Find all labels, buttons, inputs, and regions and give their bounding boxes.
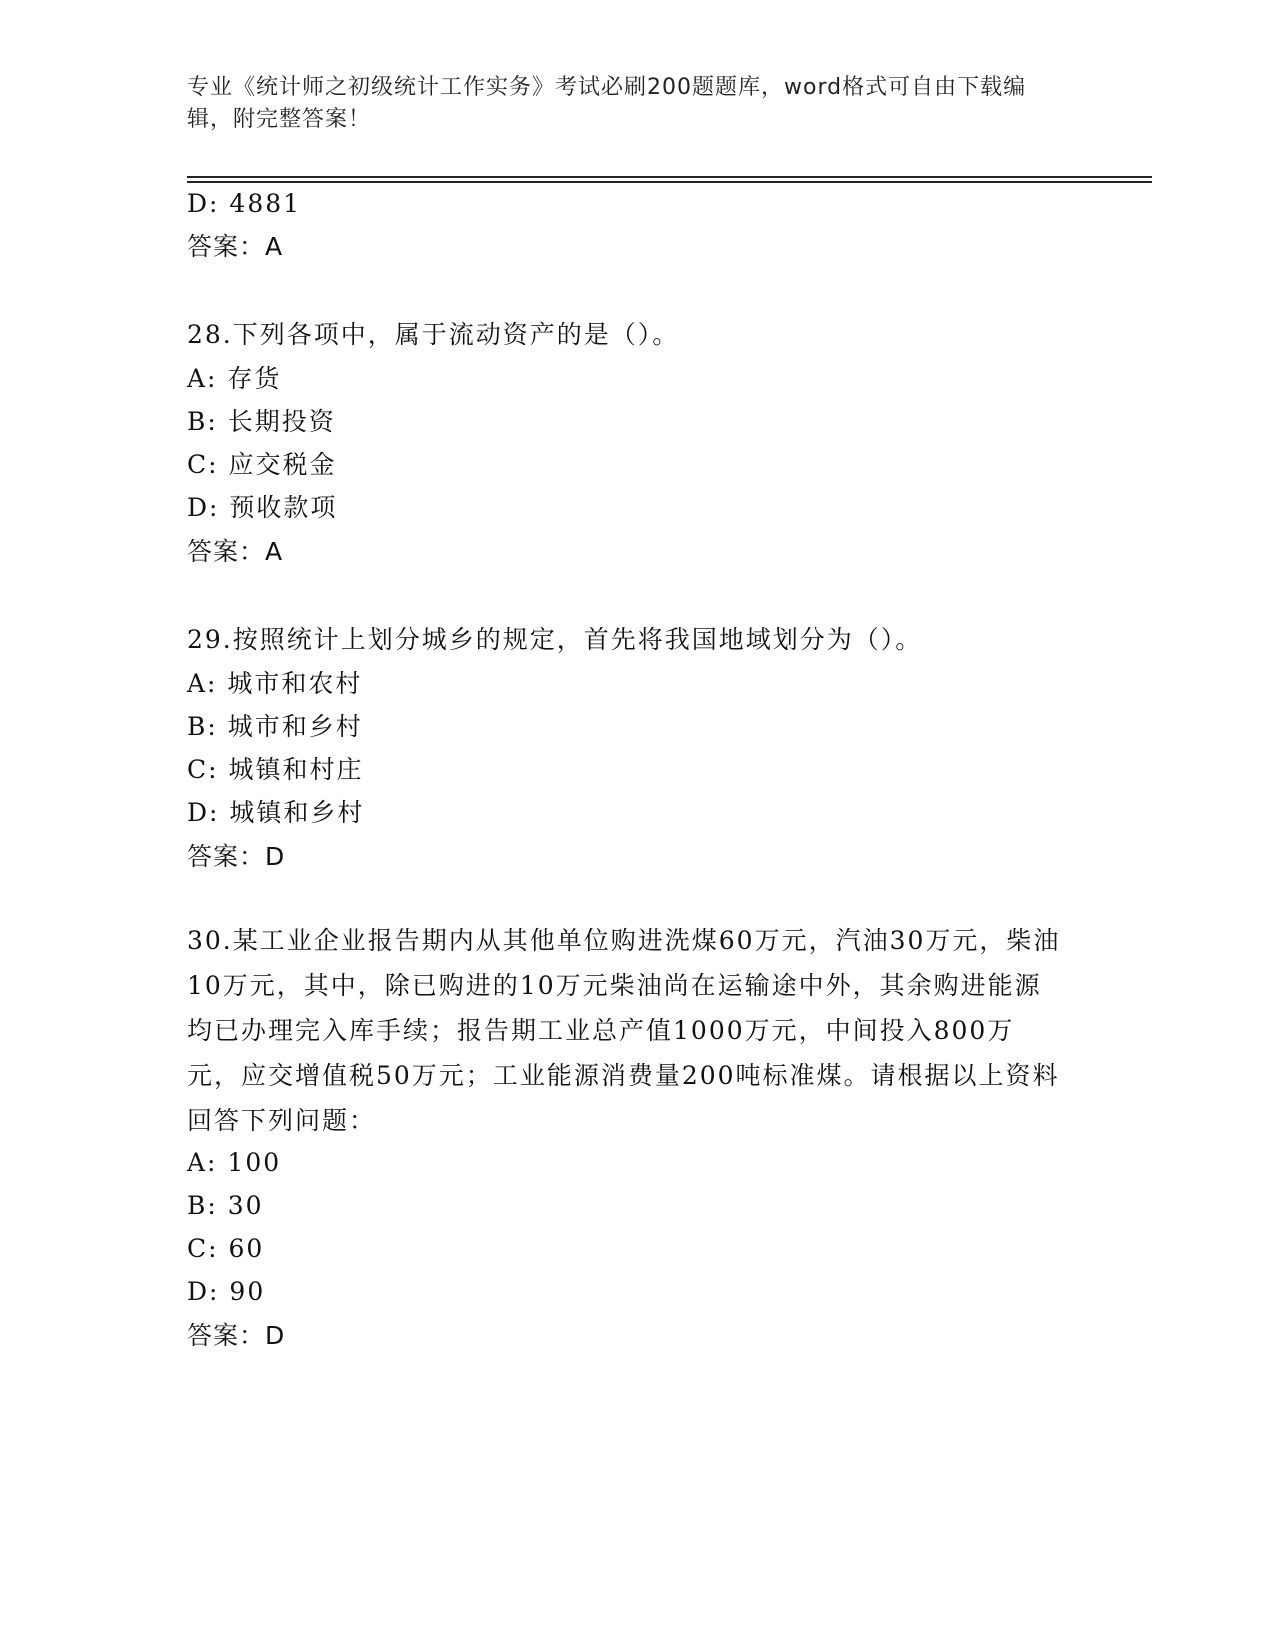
q30-option-a: A: 100 <box>187 1148 282 1177</box>
q30-option-d: D: 90 <box>187 1277 266 1306</box>
q30-option-c: C: 60 <box>187 1234 265 1263</box>
prev-option-d: D: 4881 <box>187 189 302 218</box>
q30-option-b: B: 30 <box>187 1191 264 1220</box>
q29-option-a: A: 城市和农村 <box>187 669 363 698</box>
header-divider-bottom <box>187 181 1152 183</box>
q28-option-d: D: 预收款项 <box>187 493 338 522</box>
header-divider-top <box>187 176 1152 178</box>
q28-option-b: B: 长期投资 <box>187 407 336 436</box>
q30-answer: 答案：D <box>187 1321 286 1350</box>
q29-option-d: D: 城镇和乡村 <box>187 798 365 827</box>
q29-option-c: C: 城镇和村庄 <box>187 755 364 784</box>
q28-stem: 28.下列各项中，属于流动资产的是（）。 <box>187 320 680 349</box>
q29-option-b: B: 城市和乡村 <box>187 712 363 741</box>
q28-answer: 答案：A <box>187 537 284 566</box>
q28-option-c: C: 应交税金 <box>187 450 337 479</box>
document-header: 专业《统计师之初级统计工作实务》考试必刷200题题库，word格式可自由下载编辑，附完整答案！ <box>187 75 1027 132</box>
prev-answer: 答案：A <box>187 232 284 261</box>
q29-answer: 答案：D <box>187 842 286 871</box>
q28-option-a: A: 存货 <box>187 364 282 393</box>
q29-stem: 29.按照统计上划分城乡的规定，首先将我国地域划分为（）。 <box>187 625 923 654</box>
q30-stem: 30.某工业企业报告期内从其他单位购进洗煤60万元，汽油30万元，柴油10万元，其中，除已购进的10万元柴油尚在运输途中外，其余购进能源均已办理完入库手续；报告期工业总产值1000万元，中间投入800万元，应交增值税50万元；工业能源消费量200吨标准煤。请根据以上资料回答下列问题： <box>187 926 1061 1135</box>
